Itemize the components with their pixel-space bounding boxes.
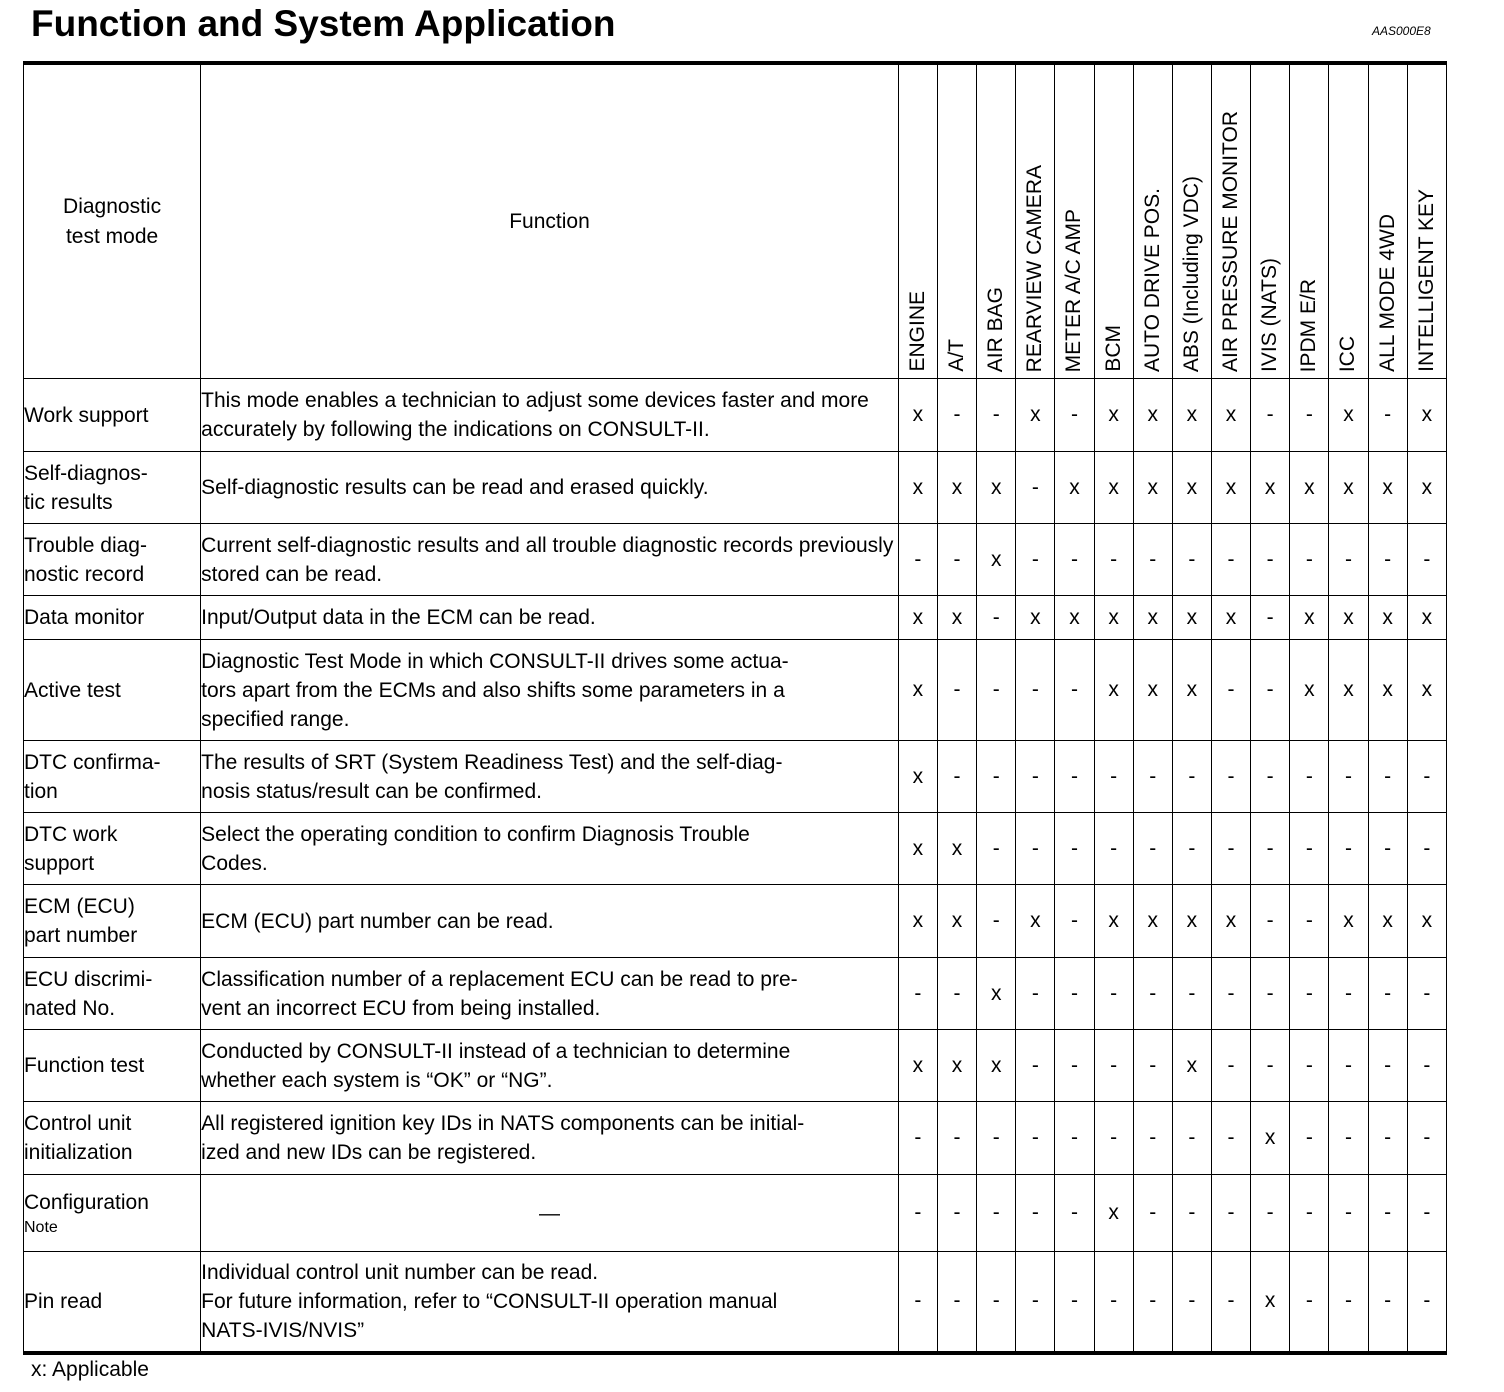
applicability-mark: -	[1251, 1175, 1290, 1252]
applicability-mark: -	[1016, 958, 1055, 1030]
header-system-abs-including-vdc	[1172, 63, 1211, 379]
applicability-mark: -	[1094, 1102, 1133, 1175]
row-function-description: The results of SRT (System Readiness Test) and the self-diag- nosis status/result can be confirmed.	[201, 741, 899, 813]
legend: x: Applicable	[31, 1358, 149, 1381]
row-test-mode	[24, 885, 201, 958]
applicability-mark: -	[1094, 813, 1133, 885]
applicability-mark: x	[1172, 640, 1211, 741]
row-function-description: Classification number of a replacement ECU can be read to pre- vent an incorrect ECU from being installed.	[201, 958, 899, 1030]
applicability-mark: -	[1016, 452, 1055, 524]
system-label: ABS (Including VDC)	[1179, 175, 1203, 372]
applicability-mark: x	[1211, 379, 1250, 452]
header-diagnostic-test-mode: Diagnostic test mode	[24, 63, 201, 379]
applicability-mark: -	[898, 524, 937, 596]
applicability-mark: x	[977, 1030, 1016, 1102]
applicability-mark: -	[1172, 1102, 1211, 1175]
applicability-mark: -	[977, 741, 1016, 813]
applicability-mark: -	[1290, 813, 1329, 885]
system-label: AIR PRESSURE MONITOR	[1219, 111, 1243, 372]
applicability-mark: -	[1407, 813, 1446, 885]
document-code: AAS000E8	[1372, 24, 1431, 38]
row-function-description: Select the operating condition to confirm Diagnosis Trouble Codes.	[201, 813, 899, 885]
applicability-mark: x	[1290, 596, 1329, 640]
header-system-air-pressure-monitor	[1211, 63, 1250, 379]
applicability-mark: x	[898, 741, 937, 813]
applicability-mark: -	[1016, 1102, 1055, 1175]
applicability-mark: x	[1407, 452, 1446, 524]
applicability-mark: x	[1368, 452, 1407, 524]
row-function-description: Current self-diagnostic results and all trouble diagnostic records previously stored can be read.	[201, 524, 899, 596]
applicability-mark: x	[1055, 596, 1094, 640]
header-row	[24, 63, 1447, 379]
test-mode-label: Active test	[24, 678, 121, 702]
applicability-mark: -	[1055, 1175, 1094, 1252]
header-system-a-t	[937, 63, 976, 379]
applicability-mark: -	[1133, 1252, 1172, 1353]
applicability-mark: -	[1016, 741, 1055, 813]
applicability-mark: x	[977, 452, 1016, 524]
row-function-description: Self-diagnostic results can be read and erased quickly.	[201, 452, 899, 524]
applicability-mark: x	[937, 1030, 976, 1102]
applicability-mark: -	[1251, 524, 1290, 596]
applicability-mark: -	[1290, 741, 1329, 813]
applicability-mark: -	[1211, 958, 1250, 1030]
applicability-mark: x	[1094, 1175, 1133, 1252]
page-title: Function and System Application	[31, 3, 616, 44]
applicability-mark: -	[1329, 958, 1368, 1030]
applicability-mark: -	[1016, 1175, 1055, 1252]
header-system-engine	[898, 63, 937, 379]
test-mode-label: Control unit initialization	[24, 1112, 133, 1164]
applicability-mark: -	[1368, 1175, 1407, 1252]
applicability-mark: -	[1329, 1030, 1368, 1102]
applicability-mark: -	[1251, 379, 1290, 452]
test-mode-label: Work support	[24, 403, 149, 427]
applicability-mark: -	[898, 1175, 937, 1252]
applicability-mark: x	[1368, 640, 1407, 741]
applicability-mark: x	[1133, 596, 1172, 640]
applicability-mark: -	[1329, 524, 1368, 596]
applicability-mark: x	[1211, 885, 1250, 958]
applicability-mark: -	[937, 1252, 976, 1353]
row-test-mode	[24, 741, 201, 813]
applicability-mark: -	[1290, 1102, 1329, 1175]
applicability-mark: -	[1172, 958, 1211, 1030]
applicability-mark: -	[1368, 379, 1407, 452]
row-function-description: Input/Output data in the ECM can be read.	[201, 596, 899, 640]
applicability-mark: -	[1368, 813, 1407, 885]
applicability-mark: -	[1094, 958, 1133, 1030]
applicability-mark: -	[898, 958, 937, 1030]
system-label: A/T	[945, 339, 969, 372]
applicability-mark: -	[1290, 1252, 1329, 1353]
applicability-mark: x	[1172, 452, 1211, 524]
applicability-mark: x	[1329, 379, 1368, 452]
applicability-mark: x	[1094, 452, 1133, 524]
test-mode-label: Trouble diag- nostic record	[24, 533, 147, 586]
row-function-description: Conducted by CONSULT-II instead of a technician to determine whether each system is “OK” or “NG”.	[201, 1030, 899, 1102]
applicability-mark: -	[1133, 1175, 1172, 1252]
applicability-mark: -	[1133, 813, 1172, 885]
applicability-mark: -	[1251, 958, 1290, 1030]
applicability-mark: x	[1251, 1252, 1290, 1353]
applicability-mark: x	[1172, 379, 1211, 452]
row-test-mode	[24, 1102, 201, 1175]
applicability-mark: -	[1290, 1030, 1329, 1102]
test-mode-label: Data monitor	[24, 606, 145, 629]
applicability-mark: -	[1094, 524, 1133, 596]
applicability-mark: -	[937, 958, 976, 1030]
applicability-mark: x	[1329, 452, 1368, 524]
row-function-description: This mode enables a technician to adjust some devices faster and more accurately by following the indications on CONSULT-II.	[201, 379, 899, 452]
applicability-mark: x	[1407, 596, 1446, 640]
table-row	[24, 958, 1447, 1030]
applicability-mark: -	[1290, 1175, 1329, 1252]
applicability-mark: x	[1329, 885, 1368, 958]
applicability-mark: -	[1172, 813, 1211, 885]
applicability-mark: -	[937, 640, 976, 741]
applicability-mark: x	[937, 813, 976, 885]
applicability-mark: -	[977, 885, 1016, 958]
header-system-rearview-camera	[1016, 63, 1055, 379]
applicability-mark: x	[1407, 885, 1446, 958]
row-function-description: All registered ignition key IDs in NATS components can be initial- ized and new IDs can be registered.	[201, 1102, 899, 1175]
row-test-mode	[24, 596, 201, 640]
applicability-mark: -	[977, 379, 1016, 452]
applicability-mark: -	[1407, 1252, 1446, 1353]
applicability-mark: x	[1133, 885, 1172, 958]
applicability-mark: x	[1094, 379, 1133, 452]
applicability-mark: -	[977, 1252, 1016, 1353]
applicability-mark: x	[1329, 596, 1368, 640]
applicability-mark: x	[1094, 640, 1133, 741]
applicability-mark: -	[937, 1102, 976, 1175]
row-test-mode	[24, 1030, 201, 1102]
applicability-mark: x	[1016, 885, 1055, 958]
applicability-mark: -	[1133, 741, 1172, 813]
row-function-description: Diagnostic Test Mode in which CONSULT-II drives some actua- tors apart from the ECMs and also shifts some parameters in a specified range.	[201, 640, 899, 741]
applicability-mark: -	[1211, 813, 1250, 885]
applicability-mark: -	[977, 640, 1016, 741]
applicability-mark: -	[1251, 596, 1290, 640]
applicability-mark: -	[1329, 1175, 1368, 1252]
header-function: Function	[201, 63, 899, 379]
table-row	[24, 1102, 1447, 1175]
header-system-bcm	[1094, 63, 1133, 379]
applicability-mark: -	[1133, 1030, 1172, 1102]
applicability-mark: x	[977, 524, 1016, 596]
applicability-mark: x	[1172, 885, 1211, 958]
table-row	[24, 1030, 1447, 1102]
applicability-mark: -	[898, 1102, 937, 1175]
applicability-mark: -	[1055, 885, 1094, 958]
applicability-mark: -	[1055, 741, 1094, 813]
applicability-mark: x	[898, 379, 937, 452]
applicability-mark: -	[1016, 1252, 1055, 1353]
applicability-mark: x	[898, 596, 937, 640]
table-row	[24, 640, 1447, 741]
applicability-mark: -	[1290, 379, 1329, 452]
applicability-mark: x	[1211, 452, 1250, 524]
applicability-mark: x	[1407, 640, 1446, 741]
applicability-mark: -	[1055, 640, 1094, 741]
system-label: AIR BAG	[984, 286, 1008, 372]
system-label: ENGINE	[905, 291, 929, 372]
table-row	[24, 596, 1447, 640]
applicability-mark: x	[1172, 1030, 1211, 1102]
row-function-description: —	[201, 1175, 899, 1252]
table-row	[24, 1175, 1447, 1252]
applicability-mark: -	[1211, 1102, 1250, 1175]
applicability-mark: -	[1251, 885, 1290, 958]
applicability-mark: -	[1016, 1030, 1055, 1102]
applicability-mark: x	[1211, 596, 1250, 640]
applicability-mark: -	[977, 1102, 1016, 1175]
applicability-mark: -	[1368, 1252, 1407, 1353]
applicability-mark: x	[1016, 596, 1055, 640]
applicability-mark: -	[1016, 813, 1055, 885]
system-label: METER A/C AMP	[1062, 208, 1086, 372]
applicability-mark: -	[1211, 1030, 1250, 1102]
applicability-mark: -	[1055, 958, 1094, 1030]
system-label: INTELLIGENT KEY	[1414, 189, 1438, 372]
applicability-mark: -	[1094, 741, 1133, 813]
applicability-mark: x	[898, 813, 937, 885]
applicability-mark: -	[1172, 1252, 1211, 1353]
applicability-mark: -	[1211, 524, 1250, 596]
test-mode-label: Function test	[24, 1054, 145, 1077]
applicability-mark: -	[1133, 524, 1172, 596]
applicability-mark: -	[977, 813, 1016, 885]
applicability-mark: -	[1211, 1175, 1250, 1252]
row-test-mode	[24, 524, 201, 596]
applicability-mark: -	[1172, 741, 1211, 813]
applicability-mark: x	[898, 885, 937, 958]
header-system-meter-a-c-amp	[1055, 63, 1094, 379]
applicability-mark: -	[1251, 741, 1290, 813]
applicability-mark: x	[1368, 885, 1407, 958]
applicability-mark: -	[1016, 640, 1055, 741]
test-mode-label: Pin read	[24, 1289, 103, 1313]
applicability-mark: -	[1290, 958, 1329, 1030]
header-system-icc	[1329, 63, 1368, 379]
applicability-mark: x	[937, 452, 976, 524]
applicability-mark: -	[1172, 524, 1211, 596]
table-row	[24, 524, 1447, 596]
test-mode-label: Self-diagnos- tic results	[24, 461, 148, 514]
applicability-mark: -	[1094, 1252, 1133, 1353]
test-mode-label: ECU discrimi- nated No.	[24, 967, 153, 1020]
row-function-description: Individual control unit number can be read. For future information, refer to “CONSULT-II operation manual NATS-IVIS/NVIS”	[201, 1252, 899, 1353]
header-system-intelligent-key	[1407, 63, 1446, 379]
applicability-mark: -	[977, 596, 1016, 640]
row-test-mode	[24, 813, 201, 885]
applicability-mark: -	[1133, 958, 1172, 1030]
applicability-mark: -	[937, 524, 976, 596]
applicability-mark: x	[1133, 452, 1172, 524]
applicability-mark: -	[1211, 741, 1250, 813]
system-label: REARVIEW CAMERA	[1023, 164, 1047, 372]
test-mode-label: DTC confirma- tion	[24, 750, 161, 803]
applicability-mark: -	[1329, 741, 1368, 813]
table-row	[24, 452, 1447, 524]
applicability-mark: -	[1290, 524, 1329, 596]
applicability-mark: x	[1133, 379, 1172, 452]
applicability-mark: -	[1211, 1252, 1250, 1353]
applicability-mark: x	[1290, 452, 1329, 524]
applicability-mark: -	[1055, 1102, 1094, 1175]
row-test-mode	[24, 1252, 201, 1353]
applicability-mark: x	[1133, 640, 1172, 741]
test-mode-label: Configuration	[24, 1190, 149, 1214]
applicability-mark: x	[1016, 379, 1055, 452]
system-label: IPDM E/R	[1297, 278, 1321, 372]
test-mode-label: DTC work support	[24, 822, 118, 875]
applicability-mark: x	[1172, 596, 1211, 640]
applicability-mark: -	[937, 379, 976, 452]
applicability-mark: -	[1407, 958, 1446, 1030]
system-label: ICC	[1336, 335, 1360, 372]
row-function-description: ECM (ECU) part number can be read.	[201, 885, 899, 958]
applicability-mark: -	[1368, 741, 1407, 813]
header-system-auto-drive-pos	[1133, 63, 1172, 379]
applicability-mark: -	[1407, 1175, 1446, 1252]
applicability-mark: x	[898, 452, 937, 524]
applicability-mark: -	[1290, 885, 1329, 958]
table-row	[24, 813, 1447, 885]
system-label: BCM	[1101, 325, 1125, 372]
table-body	[24, 379, 1447, 1353]
applicability-mark: x	[1251, 452, 1290, 524]
applicability-mark: -	[1016, 524, 1055, 596]
applicability-mark: -	[1133, 1102, 1172, 1175]
row-test-mode	[24, 379, 201, 452]
applicability-mark: x	[1055, 452, 1094, 524]
table-row	[24, 379, 1447, 452]
applicability-mark: -	[1172, 1175, 1211, 1252]
applicability-mark: -	[1407, 741, 1446, 813]
applicability-mark: x	[898, 1030, 937, 1102]
applicability-mark: -	[1329, 1252, 1368, 1353]
applicability-mark: x	[898, 640, 937, 741]
applicability-mark: x	[1094, 596, 1133, 640]
applicability-mark: x	[1290, 640, 1329, 741]
applicability-mark: -	[1055, 813, 1094, 885]
applicability-mark: -	[1055, 379, 1094, 452]
table-row	[24, 1252, 1447, 1353]
applicability-mark: -	[1211, 640, 1250, 741]
header-system-all-mode-4wd	[1368, 63, 1407, 379]
applicability-mark: x	[937, 596, 976, 640]
applicability-mark: -	[1407, 1102, 1446, 1175]
applicability-mark: -	[1094, 1030, 1133, 1102]
system-label: AUTO DRIVE POS.	[1140, 188, 1164, 372]
system-label: ALL MODE 4WD	[1375, 214, 1399, 372]
table-row	[24, 885, 1447, 958]
applicability-mark: -	[1368, 1030, 1407, 1102]
applicability-mark: -	[898, 1252, 937, 1353]
applicability-mark: -	[1055, 1030, 1094, 1102]
note-label: Note	[24, 1218, 58, 1236]
function-system-table	[23, 61, 1447, 1355]
row-test-mode	[24, 640, 201, 741]
applicability-mark: x	[937, 885, 976, 958]
applicability-mark: -	[1329, 813, 1368, 885]
applicability-mark: -	[1368, 1102, 1407, 1175]
row-test-mode	[24, 958, 201, 1030]
applicability-mark: -	[1407, 1030, 1446, 1102]
applicability-mark: -	[977, 1175, 1016, 1252]
applicability-mark: -	[937, 1175, 976, 1252]
applicability-mark: x	[1329, 640, 1368, 741]
applicability-mark: -	[1368, 524, 1407, 596]
applicability-mark: -	[1407, 524, 1446, 596]
applicability-mark: -	[1251, 1030, 1290, 1102]
applicability-mark: -	[1251, 640, 1290, 741]
table-row	[24, 741, 1447, 813]
applicability-mark: -	[1055, 524, 1094, 596]
applicability-mark: x	[1251, 1102, 1290, 1175]
applicability-mark: x	[1368, 596, 1407, 640]
applicability-mark: -	[1251, 813, 1290, 885]
header-system-ipdm-e-r	[1290, 63, 1329, 379]
applicability-mark: x	[977, 958, 1016, 1030]
applicability-mark: -	[1368, 958, 1407, 1030]
applicability-mark: x	[1094, 885, 1133, 958]
applicability-mark: x	[1407, 379, 1446, 452]
header-system-ivis-nats	[1251, 63, 1290, 379]
header-system-air-bag	[977, 63, 1016, 379]
applicability-mark: -	[1055, 1252, 1094, 1353]
row-test-mode	[24, 1175, 201, 1252]
row-test-mode	[24, 452, 201, 524]
applicability-mark: -	[1329, 1102, 1368, 1175]
system-label: IVIS (NATS)	[1258, 258, 1282, 372]
test-mode-label: ECM (ECU) part number	[24, 895, 138, 947]
applicability-mark: -	[937, 741, 976, 813]
